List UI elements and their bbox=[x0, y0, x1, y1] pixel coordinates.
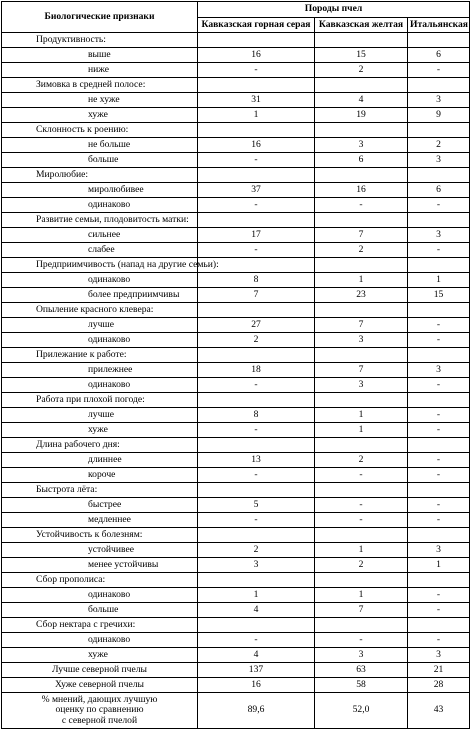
summary-value: 63 bbox=[315, 663, 408, 678]
empty-cell bbox=[198, 123, 315, 138]
row-label: длиннее bbox=[2, 453, 198, 468]
summary-value: 16 bbox=[198, 678, 315, 693]
value-cell: 2 bbox=[198, 333, 315, 348]
value-cell: 9 bbox=[408, 108, 470, 123]
breed-header-caucasian-grey: Кавказская горная серая bbox=[198, 18, 315, 33]
section-title: Предприимчивость (напад на другие семьи): bbox=[2, 258, 198, 273]
value-cell: - bbox=[408, 513, 470, 528]
table-row bbox=[2, 273, 470, 288]
empty-cell bbox=[408, 213, 470, 228]
percent-label bbox=[2, 693, 198, 729]
breed-header-caucasian-yellow: Кавказская желтая bbox=[315, 18, 408, 33]
section-row bbox=[2, 528, 470, 543]
row-label: менее устойчивы bbox=[2, 558, 198, 573]
empty-cell bbox=[198, 528, 315, 543]
table-row bbox=[2, 63, 470, 78]
value-cell: 1 bbox=[408, 273, 470, 288]
value-cell: - bbox=[408, 318, 470, 333]
table-row bbox=[2, 138, 470, 153]
section-row bbox=[2, 78, 470, 93]
empty-cell bbox=[408, 438, 470, 453]
value-cell: - bbox=[198, 378, 315, 393]
empty-cell bbox=[315, 123, 408, 138]
section-row bbox=[2, 213, 470, 228]
value-cell: 16 bbox=[198, 48, 315, 63]
row-label: хуже bbox=[2, 423, 198, 438]
section-title: Продуктивность: bbox=[2, 33, 198, 48]
row-label: больше bbox=[2, 603, 198, 618]
value-cell: 3 bbox=[408, 228, 470, 243]
row-label: не больше bbox=[2, 138, 198, 153]
empty-cell bbox=[408, 483, 470, 498]
percent-value: 89,6 bbox=[198, 693, 315, 729]
percent-label-line: % мнений, дающих лучшую bbox=[41, 694, 158, 706]
value-cell: - bbox=[408, 333, 470, 348]
empty-cell bbox=[198, 438, 315, 453]
section-row bbox=[2, 483, 470, 498]
value-cell: 31 bbox=[198, 93, 315, 108]
value-cell: 19 bbox=[315, 108, 408, 123]
value-cell: - bbox=[408, 378, 470, 393]
value-cell: - bbox=[408, 468, 470, 483]
value-cell: 3 bbox=[408, 153, 470, 168]
value-cell: 3 bbox=[408, 93, 470, 108]
row-label: прилежнее bbox=[2, 363, 198, 378]
value-cell: - bbox=[198, 153, 315, 168]
percent-label-line: оценку по сравнению bbox=[55, 704, 144, 716]
empty-cell bbox=[408, 573, 470, 588]
value-cell: 16 bbox=[198, 138, 315, 153]
section-row bbox=[2, 168, 470, 183]
value-cell: - bbox=[315, 513, 408, 528]
value-cell: - bbox=[315, 633, 408, 648]
value-cell: 23 bbox=[315, 288, 408, 303]
empty-cell bbox=[198, 393, 315, 408]
table-row bbox=[2, 378, 470, 393]
percent-row bbox=[2, 693, 470, 729]
row-label: одинаково bbox=[2, 633, 198, 648]
empty-cell bbox=[198, 303, 315, 318]
row-label: одинаково bbox=[2, 378, 198, 393]
section-title: Миролюбие: bbox=[2, 168, 198, 183]
value-cell: - bbox=[408, 423, 470, 438]
empty-cell bbox=[315, 348, 408, 363]
section-title: Длина рабочего дня: bbox=[2, 438, 198, 453]
empty-cell bbox=[408, 528, 470, 543]
empty-cell bbox=[315, 528, 408, 543]
value-cell: - bbox=[408, 243, 470, 258]
empty-cell bbox=[315, 483, 408, 498]
row-label: лучше bbox=[2, 318, 198, 333]
value-cell: 1 bbox=[315, 543, 408, 558]
value-cell: 7 bbox=[315, 318, 408, 333]
value-cell: 8 bbox=[198, 273, 315, 288]
empty-cell bbox=[408, 618, 470, 633]
percent-label-line: с северной пчелой bbox=[61, 714, 138, 726]
value-cell: 2 bbox=[408, 138, 470, 153]
value-cell: - bbox=[408, 408, 470, 423]
table-row bbox=[2, 408, 470, 423]
value-cell: 37 bbox=[198, 183, 315, 198]
value-cell: 27 bbox=[198, 318, 315, 333]
value-cell: 7 bbox=[315, 603, 408, 618]
section-title: Склонность к роению: bbox=[2, 123, 198, 138]
section-title: Устойчивость к болезням: bbox=[2, 528, 198, 543]
percent-value: 52,0 bbox=[315, 693, 408, 729]
summary-value: 58 bbox=[315, 678, 408, 693]
value-cell: 7 bbox=[315, 363, 408, 378]
value-cell: - bbox=[408, 498, 470, 513]
value-cell: 7 bbox=[198, 288, 315, 303]
row-label: более предприимчивы bbox=[2, 288, 198, 303]
row-label: лучше bbox=[2, 408, 198, 423]
empty-cell bbox=[198, 168, 315, 183]
table-row bbox=[2, 153, 470, 168]
value-cell: - bbox=[408, 588, 470, 603]
value-cell: 3 bbox=[408, 543, 470, 558]
value-cell: - bbox=[198, 423, 315, 438]
section-row bbox=[2, 618, 470, 633]
row-label: ниже bbox=[2, 63, 198, 78]
value-cell: 15 bbox=[408, 288, 470, 303]
header-row-1 bbox=[2, 2, 470, 18]
empty-cell bbox=[315, 393, 408, 408]
section-row bbox=[2, 33, 470, 48]
empty-cell bbox=[408, 393, 470, 408]
empty-cell bbox=[198, 33, 315, 48]
row-label: хуже bbox=[2, 108, 198, 123]
row-label: больше bbox=[2, 153, 198, 168]
table-row bbox=[2, 108, 470, 123]
row-label: выше bbox=[2, 48, 198, 63]
section-title: Работа при плохой погоде: bbox=[2, 393, 198, 408]
row-label: не хуже bbox=[2, 93, 198, 108]
value-cell: 3 bbox=[408, 648, 470, 663]
empty-cell bbox=[198, 618, 315, 633]
value-cell: 3 bbox=[315, 378, 408, 393]
section-row bbox=[2, 303, 470, 318]
row-label: короче bbox=[2, 468, 198, 483]
table-row bbox=[2, 363, 470, 378]
table-row bbox=[2, 48, 470, 63]
section-title: Зимовка в средней полосе: bbox=[2, 78, 198, 93]
empty-cell bbox=[408, 348, 470, 363]
empty-cell bbox=[408, 78, 470, 93]
value-cell: 18 bbox=[198, 363, 315, 378]
row-label: одинаково bbox=[2, 588, 198, 603]
summary-label: Лучше северной пчелы bbox=[2, 663, 198, 678]
row-label: слабее bbox=[2, 243, 198, 258]
empty-cell bbox=[408, 303, 470, 318]
value-cell: 1 bbox=[408, 558, 470, 573]
row-label: хуже bbox=[2, 648, 198, 663]
value-cell: - bbox=[315, 468, 408, 483]
empty-cell bbox=[408, 123, 470, 138]
section-row bbox=[2, 438, 470, 453]
section-title: Быстрота лёта: bbox=[2, 483, 198, 498]
empty-cell bbox=[315, 573, 408, 588]
table-row bbox=[2, 603, 470, 618]
table-row bbox=[2, 648, 470, 663]
table-row bbox=[2, 198, 470, 213]
value-cell: 2 bbox=[315, 243, 408, 258]
table-row bbox=[2, 333, 470, 348]
section-row bbox=[2, 123, 470, 138]
value-cell: - bbox=[198, 468, 315, 483]
section-title: Сбор прополиса: bbox=[2, 573, 198, 588]
value-cell: 3 bbox=[198, 558, 315, 573]
table-row bbox=[2, 588, 470, 603]
summary-value: 21 bbox=[408, 663, 470, 678]
row-label: медленнее bbox=[2, 513, 198, 528]
empty-cell bbox=[315, 303, 408, 318]
empty-cell bbox=[408, 258, 470, 273]
summary-value: 137 bbox=[198, 663, 315, 678]
value-cell: - bbox=[315, 498, 408, 513]
section-title: Сбор нектара с гречихи: bbox=[2, 618, 198, 633]
value-cell: - bbox=[198, 513, 315, 528]
value-cell: 7 bbox=[315, 228, 408, 243]
value-cell: 2 bbox=[198, 543, 315, 558]
value-cell: 2 bbox=[315, 558, 408, 573]
value-cell: - bbox=[408, 633, 470, 648]
section-row bbox=[2, 348, 470, 363]
value-cell: - bbox=[408, 453, 470, 468]
row-label: сильнее bbox=[2, 228, 198, 243]
empty-cell bbox=[315, 618, 408, 633]
summary-value: 28 bbox=[408, 678, 470, 693]
value-cell: - bbox=[198, 633, 315, 648]
value-cell: 1 bbox=[198, 108, 315, 123]
section-row bbox=[2, 258, 470, 273]
row-label: одинаково bbox=[2, 273, 198, 288]
empty-cell bbox=[198, 213, 315, 228]
table-row bbox=[2, 633, 470, 648]
section-title: Опыление красного клевера: bbox=[2, 303, 198, 318]
value-cell: 6 bbox=[408, 48, 470, 63]
table-body bbox=[2, 2, 470, 729]
value-cell: 8 bbox=[198, 408, 315, 423]
value-cell: - bbox=[408, 198, 470, 213]
empty-cell bbox=[315, 258, 408, 273]
table-row bbox=[2, 468, 470, 483]
value-cell: 6 bbox=[408, 183, 470, 198]
percent-value: 43 bbox=[408, 693, 470, 729]
value-cell: 1 bbox=[315, 408, 408, 423]
value-cell: - bbox=[315, 198, 408, 213]
empty-cell bbox=[408, 168, 470, 183]
value-cell: 1 bbox=[198, 588, 315, 603]
value-cell: 16 bbox=[315, 183, 408, 198]
value-cell: 4 bbox=[198, 648, 315, 663]
table-row bbox=[2, 93, 470, 108]
section-row bbox=[2, 393, 470, 408]
value-cell: 3 bbox=[408, 363, 470, 378]
table-row bbox=[2, 288, 470, 303]
summary-row bbox=[2, 663, 470, 678]
table-row bbox=[2, 558, 470, 573]
value-cell: 3 bbox=[315, 333, 408, 348]
table-row bbox=[2, 423, 470, 438]
value-cell: 3 bbox=[315, 138, 408, 153]
value-cell: 13 bbox=[198, 453, 315, 468]
value-cell: 2 bbox=[315, 63, 408, 78]
value-cell: 5 bbox=[198, 498, 315, 513]
value-cell: 6 bbox=[315, 153, 408, 168]
section-title: Прилежание к работе: bbox=[2, 348, 198, 363]
value-cell: - bbox=[198, 198, 315, 213]
table-row bbox=[2, 318, 470, 333]
empty-cell bbox=[198, 78, 315, 93]
empty-cell bbox=[315, 78, 408, 93]
row-label: быстрее bbox=[2, 498, 198, 513]
value-cell: 4 bbox=[315, 93, 408, 108]
table-row bbox=[2, 228, 470, 243]
table-row bbox=[2, 543, 470, 558]
row-label: одинаково bbox=[2, 198, 198, 213]
value-cell: - bbox=[198, 63, 315, 78]
row-label: миролюбивее bbox=[2, 183, 198, 198]
table-row bbox=[2, 183, 470, 198]
breeds-group-header: Породы пчел bbox=[198, 2, 470, 18]
row-label: одинаково bbox=[2, 333, 198, 348]
value-cell: - bbox=[408, 63, 470, 78]
section-title: Развитие семьи, плодовитость матки: bbox=[2, 213, 198, 228]
empty-cell bbox=[315, 438, 408, 453]
value-cell: 1 bbox=[315, 423, 408, 438]
value-cell: 4 bbox=[198, 603, 315, 618]
feature-column-header: Биологические признаки bbox=[2, 2, 198, 33]
bee-breeds-table bbox=[1, 1, 470, 729]
empty-cell bbox=[198, 483, 315, 498]
empty-cell bbox=[315, 168, 408, 183]
table-row bbox=[2, 243, 470, 258]
table-row bbox=[2, 453, 470, 468]
empty-cell bbox=[315, 33, 408, 48]
value-cell: 2 bbox=[315, 453, 408, 468]
row-label: устойчивее bbox=[2, 543, 198, 558]
summary-row bbox=[2, 678, 470, 693]
table-row bbox=[2, 513, 470, 528]
value-cell: 15 bbox=[315, 48, 408, 63]
breed-header-italian: Итальянская bbox=[408, 18, 470, 33]
value-cell: - bbox=[198, 243, 315, 258]
empty-cell bbox=[198, 348, 315, 363]
value-cell: - bbox=[408, 603, 470, 618]
empty-cell bbox=[315, 213, 408, 228]
empty-cell bbox=[198, 573, 315, 588]
empty-cell bbox=[408, 33, 470, 48]
section-row bbox=[2, 573, 470, 588]
value-cell: 1 bbox=[315, 273, 408, 288]
value-cell: 3 bbox=[315, 648, 408, 663]
value-cell: 17 bbox=[198, 228, 315, 243]
summary-label: Хуже северной пчелы bbox=[2, 678, 198, 693]
table-row bbox=[2, 498, 470, 513]
value-cell: 1 bbox=[315, 588, 408, 603]
